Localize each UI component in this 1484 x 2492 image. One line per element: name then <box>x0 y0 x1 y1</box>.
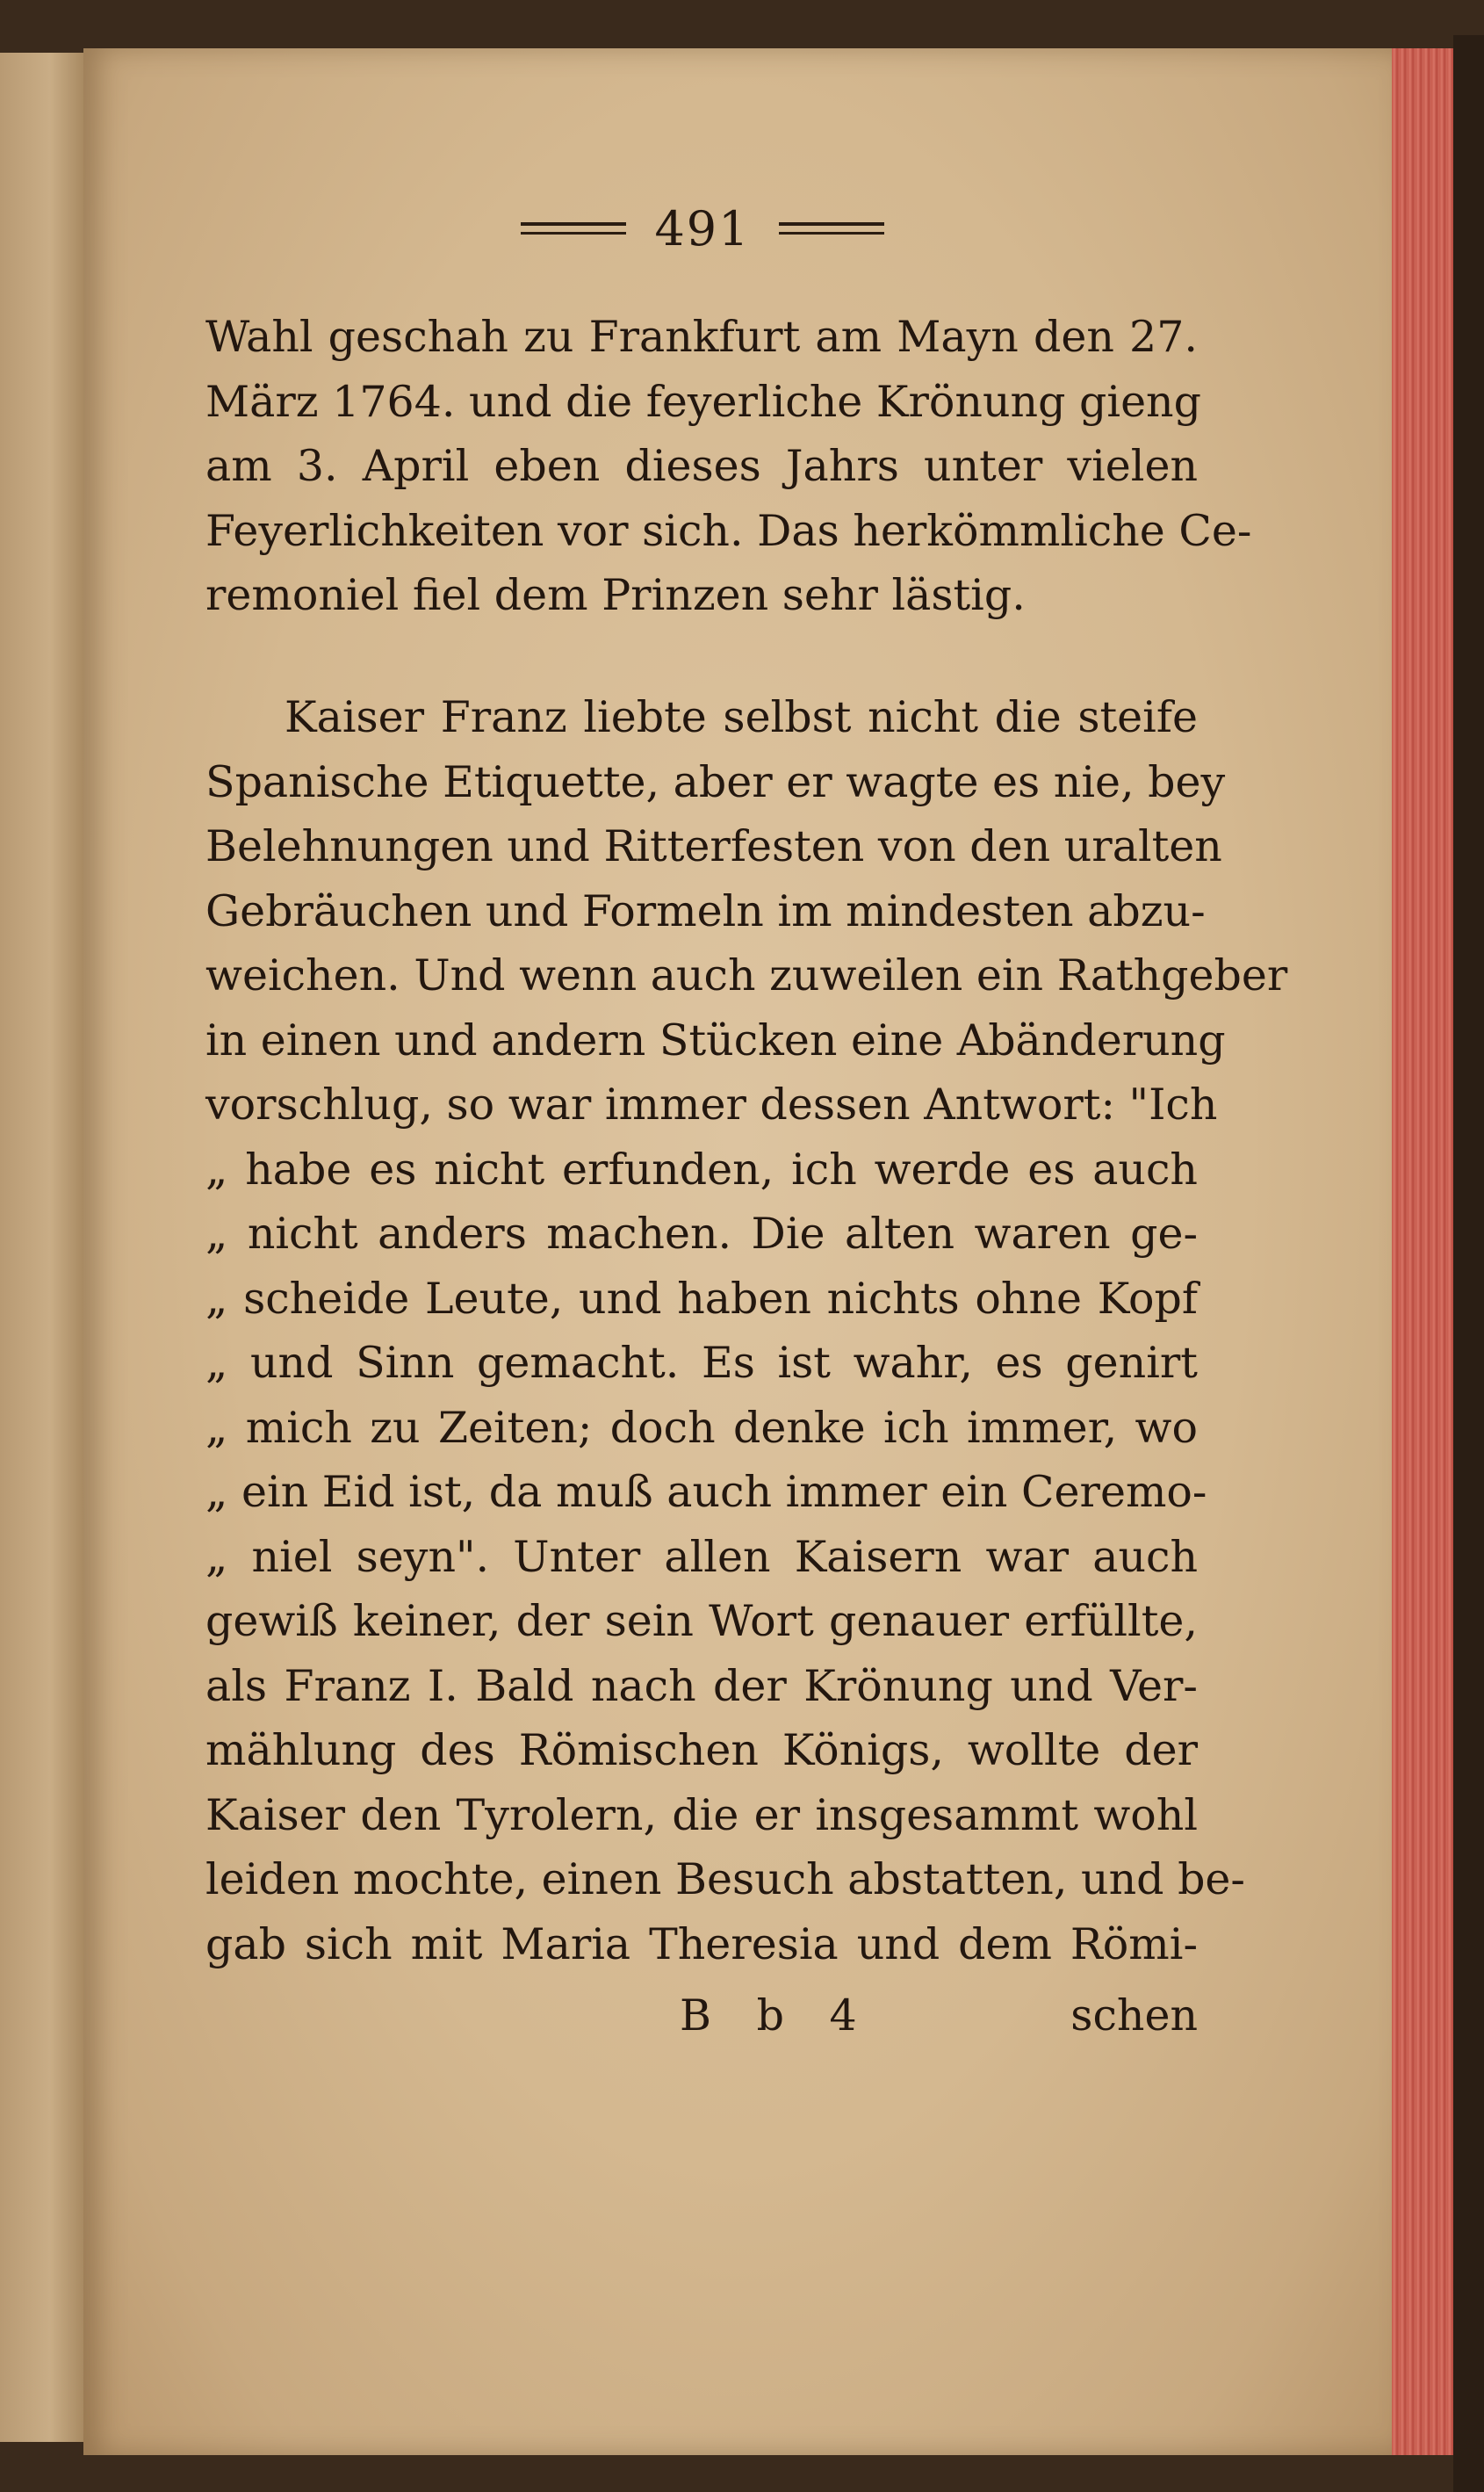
red-fore-edge <box>1392 48 1453 2455</box>
text-line: gewiß keiner, der sein Wort genauer erfüllte, <box>205 1596 1198 1646</box>
paragraph-1 <box>205 305 1252 628</box>
page-footer <box>205 1981 1198 2051</box>
text-line: „ und Sinn gemacht. Es ist wahr, es genirt <box>205 1338 1198 1388</box>
text-line: mählung des Römischen Königs, wollte der <box>205 1725 1198 1775</box>
signature-mark: B b 4 <box>680 1990 873 2041</box>
text-line: Kaiser Franz liebte selbst nicht die steife <box>285 692 1198 742</box>
text-line: „ ein Eid ist, da muß auch immer ein Ceremo- <box>205 1467 1207 1517</box>
text-line: Spanische Etiquette, aber er wagte es nie, bey <box>205 756 1226 807</box>
page-header <box>492 198 913 259</box>
text-line: vorschlug, so war immer dessen Antwort: "Ich <box>205 1080 1218 1130</box>
text-line: Wahl geschah zu Frankfurt am Mayn den 27. <box>205 312 1198 362</box>
catchword: schen <box>1070 1990 1198 2041</box>
text-line: März 1764. und die feyerliche Krönung gieng <box>205 376 1201 427</box>
text-line: „ mich zu Zeiten; doch denke ich immer, wo <box>205 1402 1198 1453</box>
text-line: als Franz I. Bald nach der Krönung und Ver- <box>205 1660 1198 1711</box>
text-line: in einen und andern Stücken eine Abänderung <box>205 1015 1226 1065</box>
page-number: 491 <box>654 200 751 256</box>
book-shadow <box>1453 35 1484 2492</box>
text-line: leiden mochte, einen Besuch abstatten, und be- <box>205 1854 1245 1904</box>
text-line: Gebräuchen und Formeln im mindesten abzu- <box>205 885 1206 936</box>
text-line: am 3. April eben dieses Jahrs unter vielen <box>205 441 1198 491</box>
facing-page-edge <box>0 53 83 2442</box>
text-line: „ niel seyn". Unter allen Kaisern war auch <box>205 1531 1198 1582</box>
text-line: „ nicht anders machen. Die alten waren ge- <box>205 1209 1198 1259</box>
text-line: Kaiser den Tyrolern, die er insgesammt wohl <box>205 1789 1198 1840</box>
paragraph-2 <box>205 685 1288 1976</box>
text-line: Feyerlichkeiten vor sich. Das herkömmliche Ce- <box>205 505 1252 556</box>
text-line: remoniel fiel dem Prinzen sehr lästig. <box>205 570 1026 620</box>
text-line: „ scheide Leute, und haben nichts ohne Kopf <box>205 1273 1198 1324</box>
header-rule-left <box>521 222 626 235</box>
text-line: weichen. Und wenn auch zuweilen ein Rathgeber <box>205 950 1288 1000</box>
text-line: „ habe es nicht erfunden, ich werde es auch <box>205 1144 1198 1195</box>
header-rule-right <box>779 222 884 235</box>
text-line: gab sich mit Maria Theresia und dem Römi- <box>205 1918 1198 1969</box>
text-line: Belehnungen und Ritterfesten von den uralten <box>205 821 1222 871</box>
